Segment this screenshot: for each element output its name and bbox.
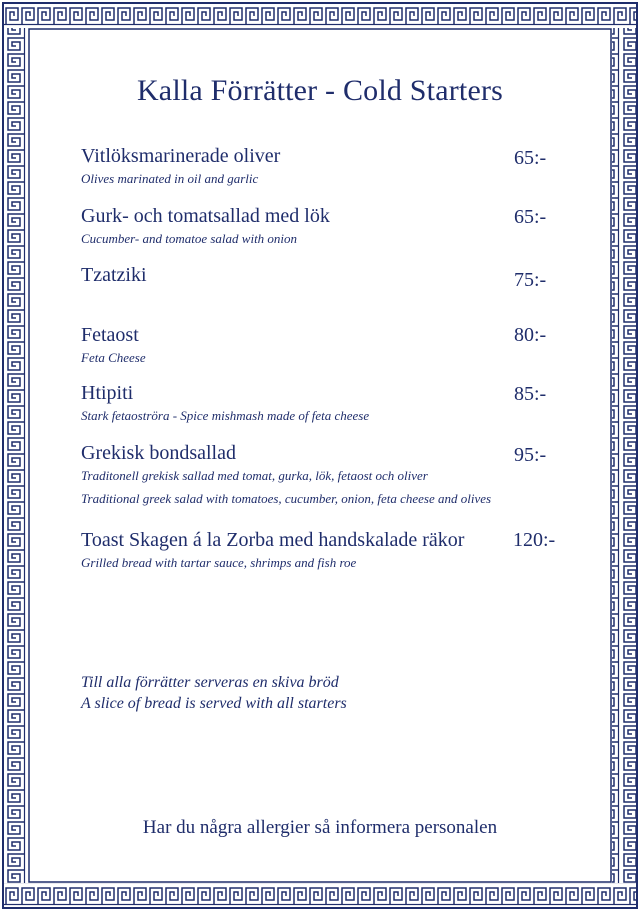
- item-name: Tzatziki: [81, 264, 147, 286]
- item-price: 65:-: [514, 147, 547, 169]
- menu-item: [81, 441, 551, 510]
- item-description: Traditional greek salad with tomatoes, cucumber, onion, feta cheese and olives: [81, 491, 492, 506]
- bread-note: [81, 672, 347, 714]
- item-name: Gurk- och tomatsallad med lök: [81, 205, 330, 227]
- menu-item: [81, 381, 551, 427]
- menu-item: [81, 144, 551, 190]
- item-description: Cucumber- and tomatoe salad with onion: [81, 231, 298, 246]
- item-price: 80:-: [514, 324, 547, 346]
- menu-item: [81, 323, 551, 369]
- item-description: Feta Cheese: [81, 350, 146, 365]
- item-name: Toast Skagen á la Zorba med handskalade räkor: [81, 529, 465, 551]
- bread-note-swedish: Till alla förrätter serveras en skiva bröd: [81, 674, 339, 691]
- item-price: 75:-: [514, 269, 547, 291]
- menu-content: [34, 34, 606, 877]
- item-price: 85:-: [514, 383, 547, 405]
- item-name: Grekisk bondsallad: [81, 442, 236, 464]
- item-description: Olives marinated in oil and garlic: [81, 171, 259, 186]
- menu-item: [81, 204, 551, 250]
- item-price: 65:-: [514, 206, 547, 228]
- menu-item: [81, 263, 551, 287]
- item-description: Traditonell grekisk sallad med tomat, gurka, lök, fetaost och oliver: [81, 468, 428, 483]
- menu-title: Kalla Förrätter - Cold Starters: [136, 74, 504, 107]
- menu-item: [81, 528, 551, 574]
- item-price: 120:-: [513, 529, 556, 551]
- item-price: 95:-: [514, 444, 547, 466]
- bread-note-english: A slice of bread is served with all starters: [81, 695, 347, 712]
- item-name: Htipiti: [81, 382, 134, 404]
- item-name: Fetaost: [81, 324, 139, 346]
- item-description: Grilled bread with tartar sauce, shrimps and fish roe: [81, 555, 357, 570]
- item-name: Vitlöksmarinerade oliver: [81, 145, 281, 167]
- allergy-footer: Har du några allergier så informera personalen: [142, 817, 498, 838]
- item-description: Stark fetaoströra - Spice mishmash made of feta cheese: [81, 408, 370, 423]
